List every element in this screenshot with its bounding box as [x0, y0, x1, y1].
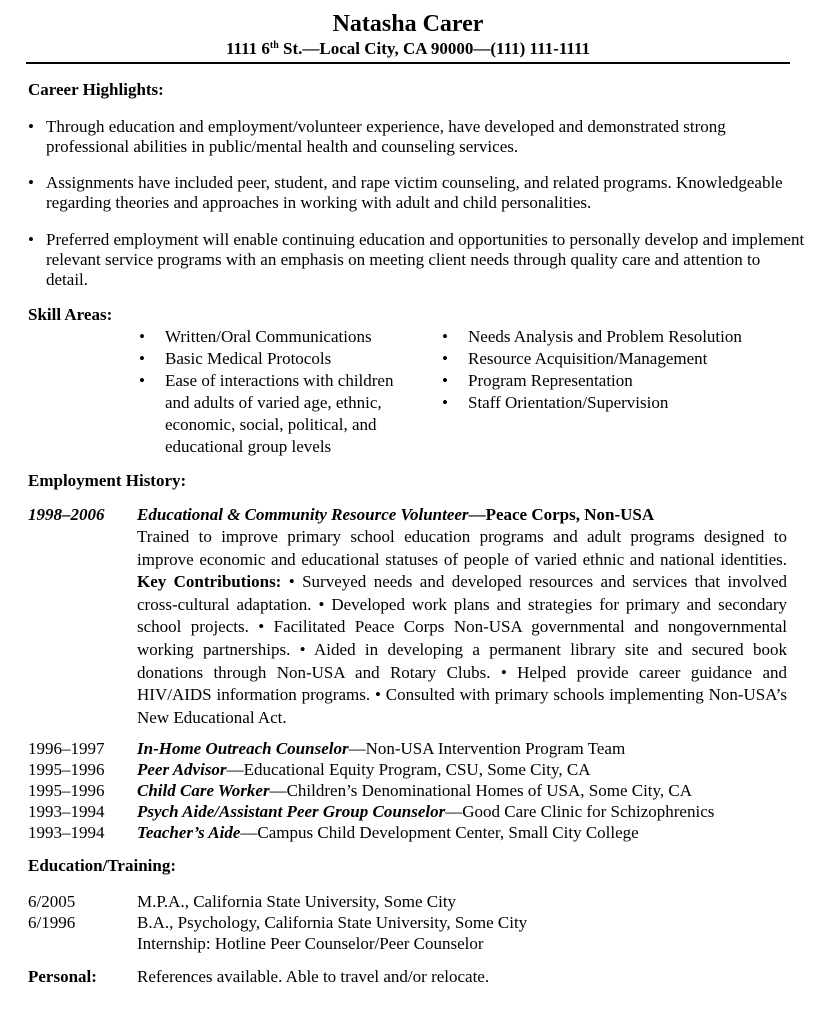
education-text: Internship: Hotline Peer Counselor/Peer Counselor [137, 934, 484, 953]
career-highlight-item: • Preferred employment will enable continuing education and opportunities to personally develop and implement relevant service programs with an emphasis on meeting client needs through quality care and attention to detail. [28, 230, 806, 290]
job-org: —Non-USA Intervention Program Team [348, 739, 626, 758]
main-job-dates: 1998–2006 [28, 505, 105, 524]
personal-text: References available. Able to travel and/or relocate. [137, 967, 490, 986]
education-row [28, 933, 527, 954]
skills-list-left [137, 326, 412, 458]
skill-item: • Basic Medical Protocols [137, 348, 412, 370]
career-highlights-heading: Career Highlights: [28, 80, 164, 99]
job-role: Psych Aide/Assistant Peer Group Counselor [137, 802, 446, 821]
main-job-org: —Peace Corps, Non-USA [468, 505, 655, 524]
main-job-intro: Trained to improve primary school education programs and adult programs designed to improve economic and educational statuses of people of varied ethnic and national identities. [137, 527, 787, 569]
career-highlight-item: • Through education and employment/volunteer experience, have developed and demonstrated strong professional abilities in public/mental health and counseling services. [28, 117, 806, 157]
personal-label: Personal: [28, 967, 97, 986]
education-date: 6/1996 [28, 913, 76, 932]
job-row [28, 822, 714, 843]
skill-item: • Staff Orientation/Supervision [440, 392, 800, 414]
main-job-role: Educational & Community Resource Volunteer [137, 505, 469, 524]
job-org: —Good Care Clinic for Schizophrenics [445, 802, 715, 821]
education-heading: Education/Training: [28, 856, 176, 875]
job-org: —Campus Child Development Center, Small City College [240, 823, 639, 842]
other-jobs-list [28, 738, 714, 843]
job-dates: 1995–1996 [28, 781, 105, 800]
main-job-description: Trained to improve primary school education programs and adult programs designed to improve economic and educational statuses of people of varied ethnic and national identities. Key Contributions: • Surveyed needs and developed resources and services that involved cross-cultural adaptation. • Developed work plans and strategies for primary and secondary school projects. • Facilitated Peace Corps Non-USA governmental and nongovernmental working partnerships. • Aided in developing a permanent library site and secured book donations through Non-USA and Rotary Clubs. • Helped provide career guidance and HIV/AIDS information programs. • Consulted with primary schools implementing Non-USA’s New Educational Act. [137, 527, 788, 727]
job-role: Teacher’s Aide [137, 823, 241, 842]
job-row [28, 801, 714, 822]
skill-item: • Resource Acquisition/Management [440, 348, 800, 370]
employment-history-heading: Employment History: [28, 471, 187, 490]
skill-item: • Ease of interactions with children and adults of varied age, ethnic, economic, social, political, and educational group levels [137, 370, 412, 458]
main-job-title [137, 505, 654, 525]
skill-item: • Needs Analysis and Problem Resolution [440, 326, 800, 348]
contribution-item: Helped provide career guidance and HIV/AIDS information programs. [137, 662, 787, 705]
skill-item: • Program Representation [440, 370, 800, 392]
job-dates: 1995–1996 [28, 760, 105, 779]
job-org: —Children’s Denominational Homes of USA, Some City, CA [269, 781, 693, 800]
contribution-item: Facilitated Peace Corps Non-USA governmental and nongovernmental working partnerships. [137, 617, 788, 659]
job-role: In-Home Outreach Counselor [137, 739, 349, 758]
contribution-item: Consulted with primary schools implementing Non-USA’s New Educational Act. [137, 685, 787, 727]
education-text: M.P.A., California State University, Some City [137, 892, 457, 911]
career-highlight-item: • Assignments have included peer, student, and rape victim counseling, and related programs. Knowledgeable regarding theories and approaches in working with adult and child personalities. [28, 173, 806, 213]
job-dates: 1993–1994 [28, 802, 105, 821]
job-role: Peer Advisor [137, 760, 227, 779]
job-dates: 1993–1994 [28, 823, 105, 842]
job-org: —Educational Equity Program, CSU, Some City, CA [226, 760, 591, 779]
job-role: Child Care Worker [137, 781, 270, 800]
header-divider [26, 62, 790, 64]
skill-areas-heading: Skill Areas: [28, 305, 113, 324]
job-dates: 1996–1997 [28, 739, 105, 758]
skill-item: • Written/Oral Communications [137, 326, 412, 348]
contribution-item: Surveyed needs and developed resources and services that involved cross-cultural adaptation. [137, 572, 787, 614]
education-text: B.A., Psychology, California State University, Some City [137, 913, 528, 932]
skills-list-right [440, 326, 800, 414]
education-list [28, 891, 527, 954]
resume-name: Natasha Carer [332, 11, 484, 37]
key-contributions-label: Key Contributions: [137, 572, 282, 592]
contribution-item: Aided in developing a permanent library site and secured book donations through Non-USA and Rotary Clubs. [137, 639, 787, 682]
contact-line [0, 39, 816, 59]
education-row [28, 912, 527, 933]
education-row [28, 891, 527, 912]
job-row [28, 738, 714, 759]
address-superscript: th [269, 40, 279, 51]
address-part-1: 1111 6 [225, 39, 270, 58]
job-row [28, 759, 714, 780]
contribution-item: Developed work plans and strategies for primary and secondary school projects. [137, 594, 788, 637]
job-row [28, 780, 714, 801]
address-part-2: St.—Local City, CA 90000—(111) 111-1111 [278, 39, 591, 58]
education-date: 6/2005 [28, 892, 76, 911]
